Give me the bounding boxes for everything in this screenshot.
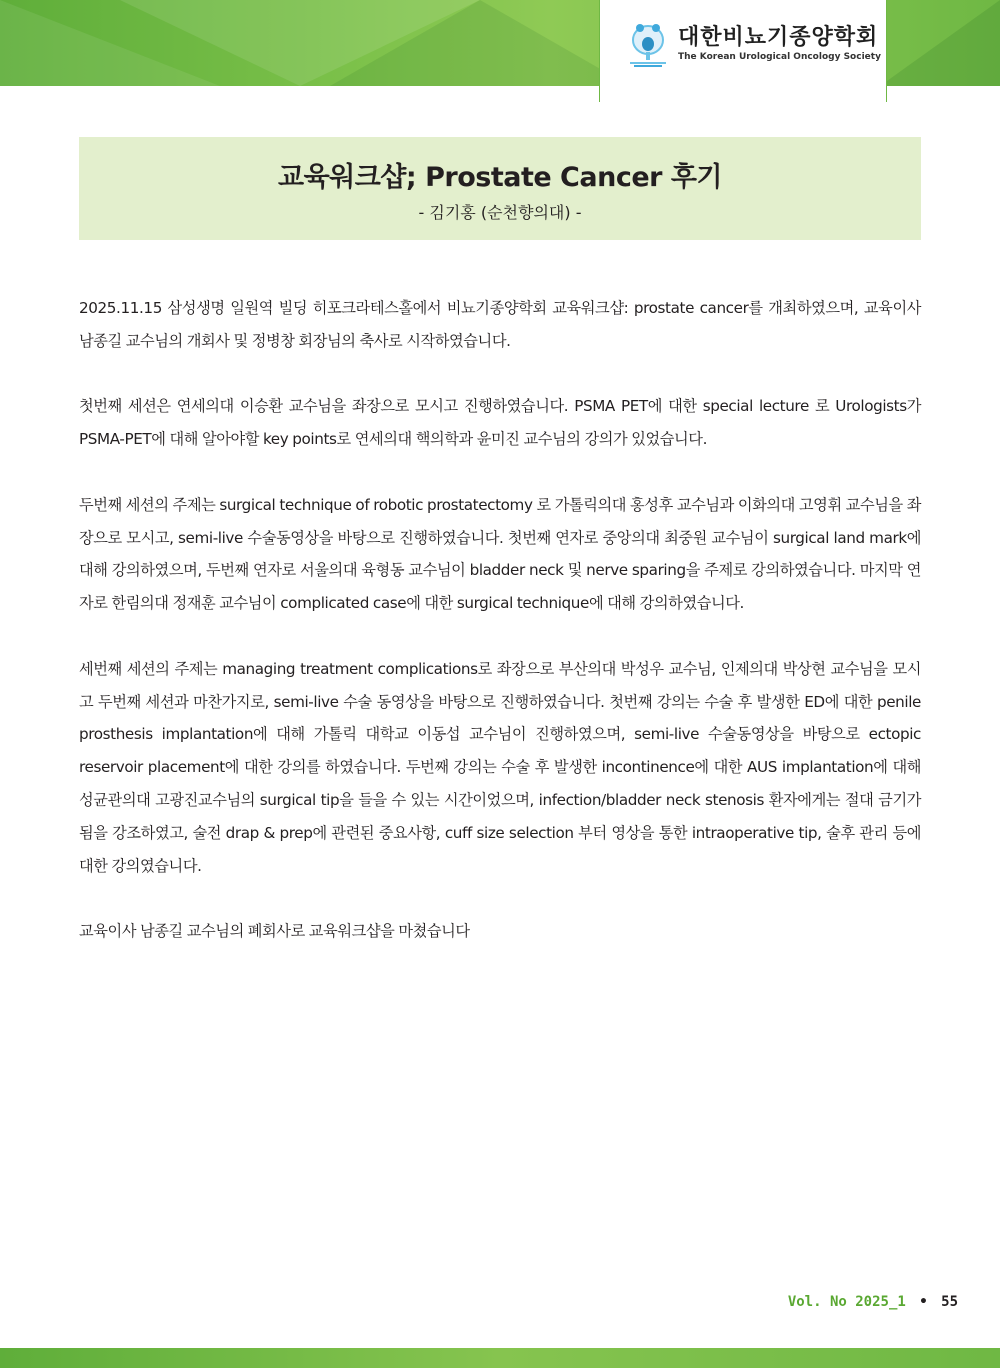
article-body — [79, 292, 921, 981]
paragraph-session-2: 두번째 세션의 주제는 surgical technique of robotic prostatectomy 로 가톨릭의대 홍성후 교수님과 이화의대 고영휘 교수님을 좌장으로 모시고, semi-live 수술동영상을 바탕으로 진행하였습니다. 첫번째 연자로 중앙의대 최중원 교수님이 surgical land mark에 대해 강의하였으며, 두번째 연자로 서울의대 육형동 교수님이 bladder neck 및 nerve sparing을 주제로 강의하였습니다. 마지막 연자로 한림의대 정재훈 교수님이 complicated case에 대한 surgical technique에 대해 강의하였습니다. — [79, 495, 921, 613]
article-author: - 김기홍 (순천향의대) - — [418, 203, 582, 222]
society-logo-icon — [626, 18, 670, 68]
paragraph-session-1: 첫번째 세션은 연세의대 이승환 교수님을 좌장으로 모시고 진행하였습니다. PSMA PET에 대한 special lecture 로 Urologists가 PSMA-PET에 대해 알아야할 key points로 연세의대 핵의학과 윤미진 교수님의 강의가 있었습니다. — [79, 397, 921, 449]
page-footer — [788, 1294, 958, 1310]
title-box — [79, 137, 921, 240]
society-name-en: The Korean Urological Oncology Society — [678, 52, 881, 62]
society-name-kr: 대한비뇨기종양학회 — [678, 25, 879, 50]
paragraph-session-3: 세번째 세션의 주제는 managing treatment complications로 좌장으로 부산의대 박성우 교수님, 인제의대 박상현 교수님을 모시고 두번째 세션과 마찬가지로, semi-live 수술 동영상을 바탕으로 진행하였습니다. 첫번째 강의는 수술 후 발생한 ED에 대한 penile prosthesis implantation에 대해 가톨릭 대학교 이동섭 교수님이 진행하였으며, semi-live 수술동영상을 바탕으로 ectopic reservoir placement에 대한 강의를 하였습니다. 두번째 강의는 수술 후 발생한 incontinence에 대한 AUS implantation에 대해 성균관의대 고광진교수님의 surgical tip을 들을 수 있는 시간이었으며, infection/bladder neck stenosis 환자에게는 절대 금기가 됨을 강조하였고, 술전 drap & prep에 관련된 중요사항, cuff size selection 부터 영상을 통한 intraoperative tip, 술후 관리 등에 대한 강의였습니다. — [79, 659, 921, 875]
footer-separator: • — [919, 1294, 928, 1310]
page-number: 55 — [941, 1294, 958, 1310]
society-logo — [599, 0, 887, 102]
footer-band — [0, 1348, 1000, 1368]
volume-label: Vol. No 2025_1 — [787, 1294, 906, 1310]
paragraph-opening: 2025.11.15 삼성생명 일원역 빌딩 히포크라테스홀에서 비뇨기종양학회 교육워크샵: prostate cancer를 개최하였으며, 교육이사 남종길 교수님의 개회사 및 정병창 회장님의 축사로 시작하였습니다. — [79, 299, 921, 350]
article-title: 교육워크샵; Prostate Cancer 후기 — [277, 162, 723, 193]
paragraph-closing: 교육이사 남종길 교수님의 폐회사로 교육워크샵을 마쳤습니다 — [79, 922, 470, 941]
